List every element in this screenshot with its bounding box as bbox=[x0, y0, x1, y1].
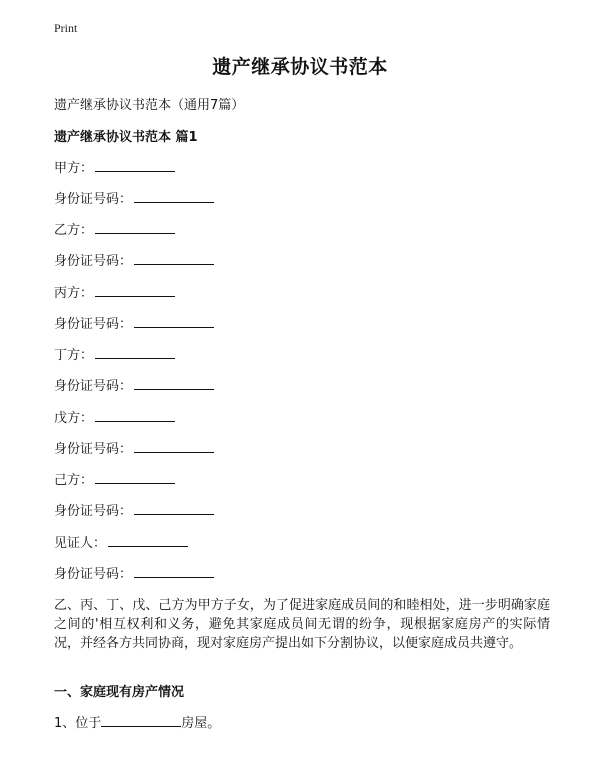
field-label: 见证人： bbox=[54, 536, 107, 551]
fill-blank bbox=[134, 189, 214, 203]
fill-blank bbox=[134, 376, 214, 390]
document-title: 遗产继承协议书范本 bbox=[212, 56, 388, 78]
field-label: 戊方： bbox=[54, 411, 94, 426]
field-party-d bbox=[54, 344, 175, 363]
field-id-c bbox=[54, 313, 214, 332]
field-witness bbox=[54, 532, 188, 551]
field-id-a bbox=[54, 188, 214, 207]
section-heading: 遗产继承协议书范本 篇1 bbox=[54, 130, 198, 145]
field-label: 乙方： bbox=[54, 223, 94, 238]
field-label: 身份证号码： bbox=[54, 379, 133, 394]
field-id-d bbox=[54, 375, 214, 394]
fill-blank bbox=[95, 470, 175, 484]
field-label: 身份证号码： bbox=[54, 504, 133, 519]
field-label: 身份证号码： bbox=[54, 254, 133, 269]
fill-blank bbox=[134, 251, 214, 265]
fill-blank bbox=[134, 314, 214, 328]
field-party-c bbox=[54, 282, 175, 301]
section1-heading: 一、家庭现有房产情况 bbox=[54, 685, 185, 700]
fill-blank bbox=[95, 283, 175, 297]
fill-blank bbox=[95, 220, 175, 234]
field-party-a bbox=[54, 157, 175, 176]
field-party-f bbox=[54, 469, 175, 488]
fill-blank bbox=[134, 439, 214, 453]
agreement-paragraph: 乙、丙、丁、戊、己方为甲方子女，为了促进家庭成员间的和睦相处，进一步明确家庭之间的'相互权利和义务，避免其家庭成员间无谓的纷争，现根据家庭房产的实际情况，并经各方共同协商，现对家庭房产提出如下分割协议，以便家庭成员共遵守。 bbox=[54, 598, 550, 651]
fill-blank bbox=[95, 158, 175, 172]
field-label: 丁方： bbox=[54, 348, 94, 363]
field-label: 身份证号码： bbox=[54, 317, 133, 332]
field-label: 身份证号码： bbox=[54, 192, 133, 207]
item-1 bbox=[54, 712, 220, 731]
fill-blank bbox=[134, 564, 214, 578]
field-label: 身份证号码： bbox=[54, 442, 133, 457]
item1-suffix: 房屋。 bbox=[181, 716, 221, 731]
item1-prefix: 1、位于 bbox=[54, 716, 102, 731]
field-party-b bbox=[54, 219, 175, 238]
fill-blank bbox=[108, 533, 188, 547]
field-id-e bbox=[54, 438, 214, 457]
field-label: 身份证号码： bbox=[54, 567, 133, 582]
field-party-e bbox=[54, 407, 175, 426]
field-id-b bbox=[54, 250, 214, 269]
field-label: 甲方： bbox=[54, 161, 94, 176]
field-id-f bbox=[54, 500, 214, 519]
fill-blank bbox=[101, 713, 181, 727]
field-label: 己方： bbox=[54, 473, 94, 488]
fill-blank bbox=[95, 345, 175, 359]
fill-blank bbox=[95, 408, 175, 422]
field-id-witness bbox=[54, 563, 214, 582]
print-link[interactable]: Print bbox=[54, 21, 78, 35]
field-label: 丙方： bbox=[54, 286, 94, 301]
fill-blank bbox=[134, 501, 214, 515]
document-subtitle: 遗产继承协议书范本（通用7篇） bbox=[54, 98, 245, 113]
